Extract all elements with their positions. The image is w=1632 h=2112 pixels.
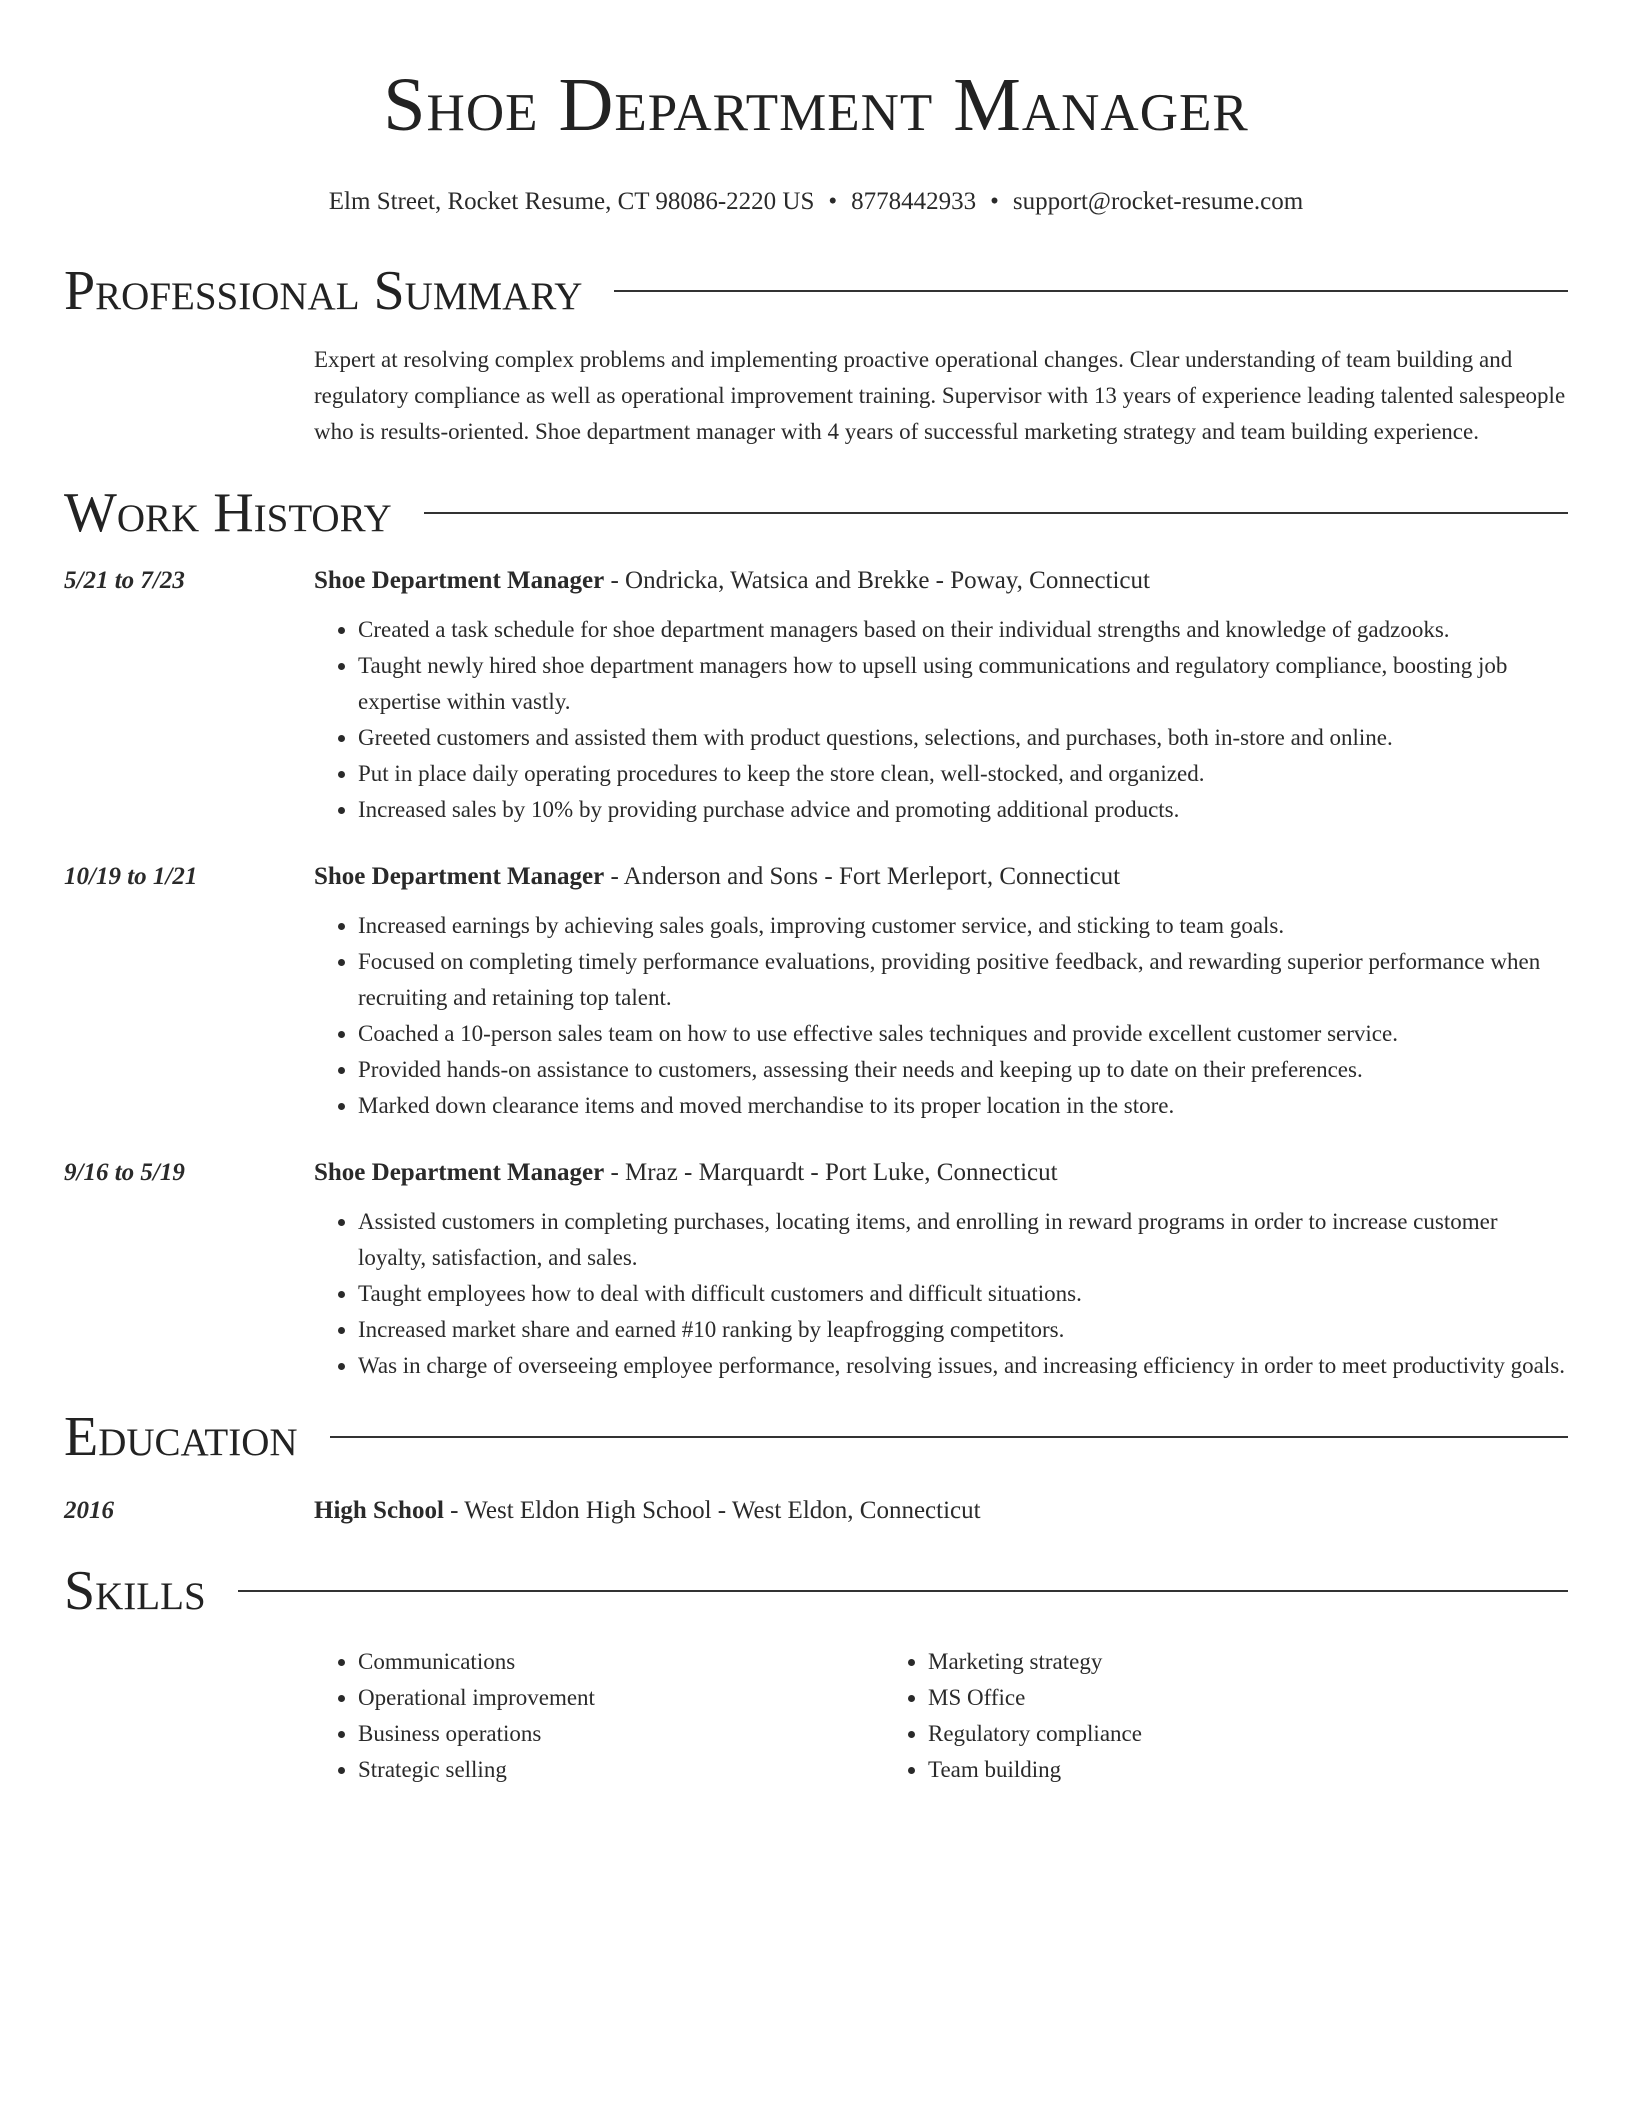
separator-dot: • <box>990 188 999 215</box>
list-item: • Team building <box>928 1752 1454 1788</box>
education-year: 2016 <box>64 1497 114 1524</box>
job-entry <box>64 1156 1568 1384</box>
section-title: Work History <box>64 482 392 544</box>
list-item: • Greeted customers and assisted them with product questions, selections, and purchases, both in-store and online. <box>358 720 1568 756</box>
list-item: • Assisted customers in completing purchases, locating items, and enrolling in reward programs in order to increase customer loyalty, satisfaction, and sales. <box>358 1204 1568 1276</box>
address: Elm Street, Rocket Resume, CT 98086-2220 US <box>328 188 815 215</box>
job-title-line <box>314 564 1568 598</box>
education-line <box>314 1494 1568 1528</box>
summary-text: Expert at resolving complex problems and implementing proactive operational changes. Clear understanding of team building and regulatory compliance as well as operational improvement training. Supervisor with 13 years of experience leading talented salespeople who is results-oriented. Shoe department manager with 4 years of successful marketing strategy and team building experience. <box>314 347 1566 444</box>
skills-list <box>314 1644 1568 1788</box>
contact-line <box>64 186 1568 218</box>
job-dates: 9/16 to 5/19 <box>64 1159 185 1186</box>
list-item: • Provided hands-on assistance to customers, assessing their needs and keeping up to date on their preferences. <box>358 1052 1568 1088</box>
skills-column-left <box>314 1644 884 1788</box>
job-title-line <box>314 1156 1568 1190</box>
section-title: Skills <box>64 1560 206 1622</box>
job-bullets <box>314 1204 1568 1384</box>
section-title: Education <box>64 1406 298 1468</box>
list-item: • Taught employees how to deal with difficult customers and difficult situations. <box>358 1276 1568 1312</box>
section-title: Professional Summary <box>64 260 583 322</box>
list-item: • Increased sales by 10% by providing purchase advice and promoting additional products. <box>358 792 1568 828</box>
section-divider <box>238 1590 1568 1592</box>
summary-section-header <box>64 258 1568 324</box>
list-item: • Strategic selling <box>358 1752 884 1788</box>
list-item: • Marketing strategy <box>928 1644 1454 1680</box>
job-dates: 10/19 to 1/21 <box>64 863 198 890</box>
list-item: • Increased earnings by achieving sales goals, improving customer service, and sticking to team goals. <box>358 908 1568 944</box>
list-item: • Taught newly hired shoe department managers how to upsell using communications and regulatory compliance, boosting job expertise within vastly. <box>358 648 1568 720</box>
job-title: Shoe Department Manager <box>314 863 605 890</box>
list-item: • Increased market share and earned #10 ranking by leapfrogging competitors. <box>358 1312 1568 1348</box>
section-divider <box>614 290 1568 292</box>
education-entry <box>64 1494 1568 1528</box>
list-item: • Marked down clearance items and moved merchandise to its proper location in the store. <box>358 1088 1568 1124</box>
list-item: • Was in charge of overseeing employee performance, resolving issues, and increasing efficiency in order to meet productivity goals. <box>358 1348 1568 1384</box>
section-divider <box>330 1436 1568 1438</box>
job-details: - Mraz - Marquardt - Port Luke, Connecticut <box>604 1159 1058 1186</box>
job-title: Shoe Department Manager <box>314 1159 605 1186</box>
list-item: • Business operations <box>358 1716 884 1752</box>
job-title-line <box>314 860 1568 894</box>
work-section-header <box>64 480 1568 546</box>
email: support@rocket-resume.com <box>1012 188 1304 215</box>
resume-name: Shoe Department Manager <box>383 63 1249 147</box>
separator-dot: • <box>828 188 838 215</box>
list-item: • Created a task schedule for shoe department managers based on their individual strengths and knowledge of gadzooks. <box>358 612 1568 648</box>
degree: High School <box>314 1497 444 1524</box>
list-item: • Coached a 10-person sales team on how to use effective sales techniques and provide excellent customer service. <box>358 1016 1568 1052</box>
list-item: • Regulatory compliance <box>928 1716 1454 1752</box>
skills-column-right <box>884 1644 1454 1788</box>
job-details: - Anderson and Sons - Fort Merleport, Connecticut <box>604 863 1121 890</box>
job-entry <box>64 860 1568 1124</box>
job-bullets <box>314 612 1568 828</box>
list-item: • Communications <box>358 1644 884 1680</box>
job-details: - Ondricka, Watsica and Brekke - Poway, Connecticut <box>604 567 1150 594</box>
education-section-header <box>64 1404 1568 1470</box>
list-item: • Put in place daily operating procedures to keep the store clean, well-stocked, and organized. <box>358 756 1568 792</box>
job-title: Shoe Department Manager <box>314 567 605 594</box>
job-dates: 5/21 to 7/23 <box>64 567 185 594</box>
list-item: • MS Office <box>928 1680 1454 1716</box>
list-item: • Focused on completing timely performance evaluations, providing positive feedback, and rewarding superior performance when recruiting and retaining top talent. <box>358 944 1568 1016</box>
job-bullets <box>314 908 1568 1124</box>
skills-section-header <box>64 1558 1568 1624</box>
list-item: • Operational improvement <box>358 1680 884 1716</box>
job-entry <box>64 564 1568 828</box>
school-details: - West Eldon High School - West Eldon, Connecticut <box>443 1497 981 1524</box>
phone: 8778442933 <box>851 188 977 215</box>
section-divider <box>424 512 1568 514</box>
